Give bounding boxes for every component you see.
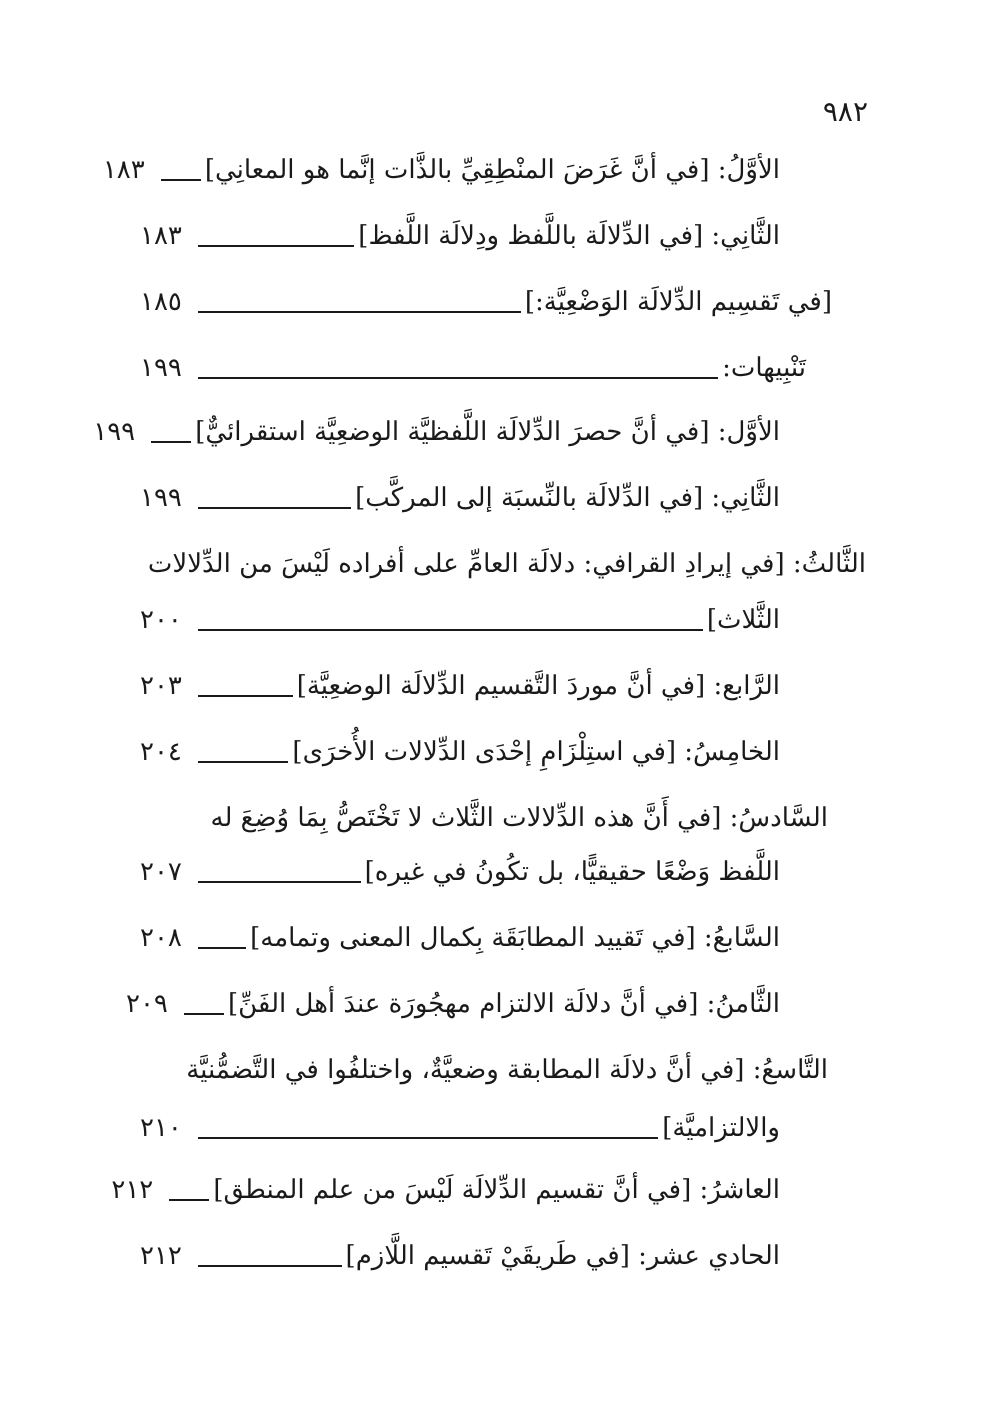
toc-entry[interactable]: [140, 1108, 780, 1148]
dot-leader: [198, 761, 288, 763]
toc-entry-page: ٢٠٨: [140, 923, 182, 953]
toc-entry-title: الرَّابع: [في أنَّ موردَ التَّقسيم الدِّلالَة الوضعِيَّة]: [296, 671, 780, 701]
toc-entry-title-line1: الثَّالثُ: [في إيرادِ القرافي: دلالَة العامِّ على أفراده لَيْسَ من الدِّلالات: [147, 549, 866, 579]
toc-entry-page: ٢١٢: [111, 1175, 154, 1205]
dot-leader: [198, 1137, 658, 1139]
toc-entry-title-line1: السَّادسُ: [في أَنَّ هذه الدِّلالات الثَّلاث لا تَخْتَصُّ بِمَا وُضِعَ له: [210, 803, 828, 833]
toc-entry[interactable]: [140, 732, 780, 772]
toc-entry[interactable]: [102, 150, 780, 190]
toc-entry[interactable]: [140, 348, 806, 388]
toc-entry[interactable]: [140, 666, 780, 706]
toc-entry-page: ١٨٣: [140, 221, 182, 251]
toc-entry-page: ٢١٠: [140, 1113, 182, 1143]
toc-entry[interactable]: [140, 852, 780, 892]
toc-entry-page: ٢١٢: [140, 1241, 182, 1271]
toc-entry-page: ٢٠٩: [126, 989, 168, 1019]
toc-entry-title: الخامِسُ: [في استِلْزَامِ إحْدَى الدِّلالات الأُخرَى]: [292, 737, 780, 767]
toc-entry-title: الحادي عشر: [في طَريقَيْ تَقسيم اللَّازم]: [345, 1241, 780, 1271]
toc-entry-title: الأوَّل: [في أنَّ حصرَ الدِّلالَة اللَّفظيَّة الوضعِيَّة استقرائيٌّ]: [195, 417, 780, 447]
dot-leader: [169, 1199, 209, 1201]
dot-leader: [151, 441, 191, 443]
toc-entry-title: السَّابعُ: [في تَقييد المطابَقَة بِكمال المعنى وتمامه]: [250, 923, 780, 953]
dot-leader: [198, 1265, 342, 1267]
dot-leader: [161, 179, 201, 181]
dot-leader: [198, 377, 718, 379]
toc-entry-title: العاشرُ: [في أنَّ تقسيم الدِّلالَة لَيْسَ من علم المنطق]: [213, 1175, 780, 1205]
toc-entry-title: الثَّانِي: [في الدِّلالَة باللَّفظ ودِلالَة اللَّفظ]: [358, 221, 780, 251]
toc-entry-title: الثَّلاث]: [706, 605, 780, 635]
toc-entry-page: ١٩٩: [93, 417, 136, 447]
dot-leader: [198, 629, 703, 631]
dot-leader: [184, 1013, 224, 1015]
toc-entry[interactable]: [126, 984, 780, 1024]
toc-entry[interactable]: [140, 282, 832, 322]
toc-entry-title-line1: التَّاسعُ: [في أنَّ دلالَة المطابقة وضعيَّةٌ، واختلفُوا في التَّضمُّنيَّة: [186, 1055, 828, 1085]
toc-entry-page: ١٨٣: [102, 155, 145, 185]
page-number: ٩٨٢: [822, 95, 868, 128]
toc-entry[interactable]: [111, 1170, 780, 1210]
dot-leader: [198, 245, 354, 247]
toc-entry-page: ٢٠٠: [140, 605, 182, 635]
toc-entry[interactable]: [93, 412, 780, 452]
toc-entry[interactable]: [140, 478, 780, 518]
toc-entry-page: ٢٠٧: [140, 857, 182, 887]
toc-entry-page: ١٩٩: [140, 353, 182, 383]
toc-entry-page: ٢٠٣: [140, 671, 182, 701]
toc-entry-page: ٢٠٤: [140, 737, 182, 767]
toc-entry[interactable]: [140, 600, 780, 640]
toc-entry-title: اللَّفظ وَضْعًا حقيقيًّا، بل تكُونُ في غيره]: [364, 857, 780, 887]
toc-entry-title: [في تَقسِيم الدِّلالَة الوَضْعِيَّة:]: [524, 287, 832, 317]
toc-entry-page: ١٨٥: [140, 287, 182, 317]
toc-entry[interactable]: [140, 1236, 780, 1276]
toc-entry-title: والالتزاميَّة]: [662, 1113, 780, 1143]
toc-entry-title: الأوَّلُ: [في أنَّ غَرَضَ المنْطِقِيِّ بالذَّات إنَّما هو المعانِي]: [204, 155, 780, 185]
toc-entry-title: الثَّانِي: [في الدِّلالَة بالنِّسبَة إلى المركَّب]: [355, 483, 780, 513]
toc-entry[interactable]: [140, 216, 780, 256]
dot-leader: [198, 881, 361, 883]
dot-leader: [198, 695, 293, 697]
dot-leader: [198, 507, 351, 509]
toc-entry-title: تَنْبِيهات:: [722, 353, 806, 383]
toc-entry-title: الثَّامنُ: [في أنَّ دلالَة الالتزام مهجُورَة عندَ أهل الفَنِّ]: [228, 989, 780, 1019]
dot-leader: [198, 311, 521, 313]
toc-entry-page: ١٩٩: [140, 483, 182, 513]
dot-leader: [198, 947, 246, 949]
toc-entry[interactable]: [140, 918, 780, 958]
